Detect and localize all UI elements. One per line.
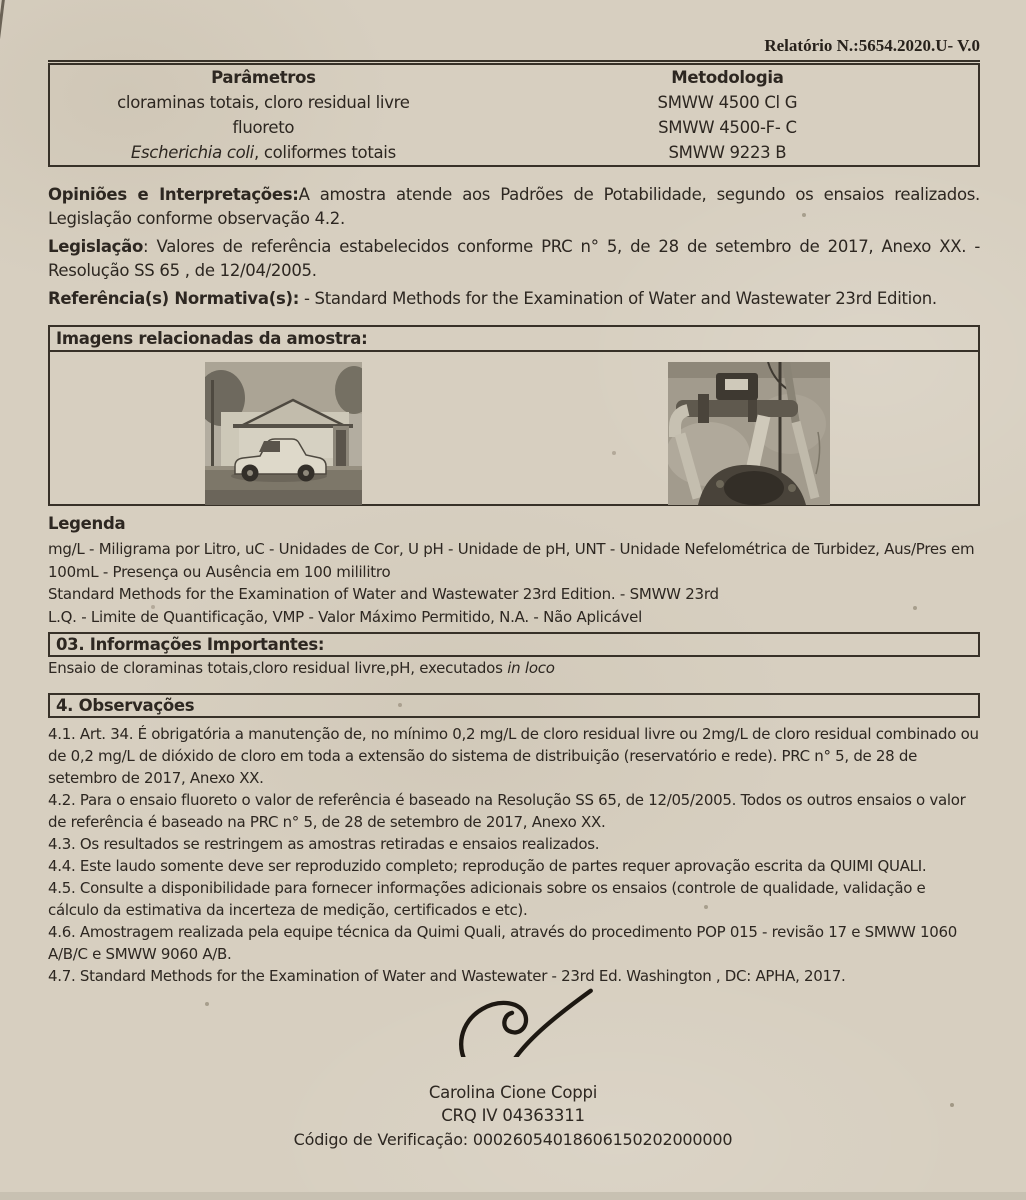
parameter-cell: cloraminas totais, cloro residual livre [117,93,410,112]
observation-item: 4.3. Os resultados se restringem as amostras retiradas e ensaios realizados. [48,834,600,853]
report-content [48,0,980,987]
observation-item: 4.4. Este laudo somente deve ser reproduzido completo; reprodução de partes requer aprovação escrita da QUIMI QUALI. [48,856,927,875]
column-header-parametros: Parâmetros [211,68,316,87]
table-row [49,90,979,115]
observation-item: 4.1. Art. 34. É obrigatória a manutenção de, no mínimo 0,2 mg/L de cloro residual livre ou 2mg/L de cloro residual combinado ou de 0,2 mg/L de dióxido de cloro em toda a extensão do sistema de distribuição (reservatório e rede). PRC n° 5, de 28 de setembro de 2017, Anexo XX. [48,724,979,787]
related-images-box [48,352,980,506]
normative-reference-label: Referência(s) Normativa(s): [48,289,300,308]
scan-bottom-edge [0,1192,1026,1200]
report-number: Relatório N.:5654.2020.U- V.0 [764,36,980,55]
parameter-cell: fluoreto [232,118,295,137]
related-images-title: Imagens relacionadas da amostra: [48,325,980,352]
handwritten-signature [418,985,608,1057]
table-header-row [49,63,979,91]
species-name-italic: Escherichia coli [130,143,254,162]
method-cell: SMWW 4500 Cl G [657,93,798,112]
method-cell: SMWW 4500-F- C [658,118,797,137]
signature-block [0,985,1026,1151]
important-info-title: 03. Informações Importantes: [48,632,980,657]
opinions-text: A amostra atende aos Padrões de Potabilidade, segundo os ensaios realizados. Legislação conforme observação 4.2. [48,185,980,228]
table-row [49,115,979,140]
observation-item: 4.6. Amostragem realizada pela equipe técnica da Quimi Quali, através do procedimento POP 015 - revisão 17 e SMWW 1060 A/B/C e SMWW 9060 A/B. [48,922,958,963]
observations-title: 4. Observações [48,693,980,718]
legend-line: L.Q. - Limite de Quantificação, VMP - Valor Máximo Permitido, N.A. - Não Aplicável [48,607,643,626]
legend-title: Legenda [48,514,126,533]
important-info-body: Ensaio de cloraminas totais,cloro residual livre,pH, executados in loco [48,659,555,677]
signer-registration: CRQ IV 04363311 [441,1106,585,1125]
column-header-metodologia: Metodologia [671,68,784,87]
legislation-text: : Valores de referência estabelecidos conforme PRC n° 5, de 28 de setembro de 2017, Anexo XX. - Resolução SS 65 , de 12/04/2005. [48,237,980,280]
sampling-site-truck-photo [205,362,362,505]
signer-name: Carolina Cione Coppi [428,1083,598,1102]
parameter-cell: Escherichia coli, coliformes totais [130,143,396,162]
in-loco-italic: in loco [507,659,555,677]
parameters-methodology-table [48,60,980,167]
water-meter-pipes-photo [668,362,830,505]
scan-edge-artifact [0,0,6,52]
observation-item: 4.2. Para o ensaio fluoreto o valor de referência é baseado na Resolução SS 65, de 12/05/2005. Todos os outros ensaios o valor de referência é baseado na PRC n° 5, de 28 de setembro de 2017, Anexo XX. [48,790,966,831]
method-cell: SMWW 9223 B [668,143,787,162]
table-row [49,140,979,166]
legend-line: Standard Methods for the Examination of Water and Wastewater 23rd Edition. - SMWW 23rd [48,585,719,603]
normative-reference-paragraph [48,287,980,311]
verification-code: Código de Verificação: 00026054018606150202000000 [293,1130,733,1149]
legislation-label: Legislação [48,237,144,256]
observation-item: 4.5. Consulte a disponibilidade para fornecer informações adicionais sobre os ensaios (controle de qualidade, validação e cálculo da estimativa da incerteza de medição, certificados e etc). [48,878,926,919]
legislation-paragraph [48,235,980,283]
observation-item: 4.7. Standard Methods for the Examination of Water and Wastewater - 23rd Ed. Washington , DC: APHA, 2017. [48,966,846,985]
opinions-paragraph [48,183,980,231]
normative-reference-text: - Standard Methods for the Examination of Water and Wastewater 23rd Edition. [299,289,937,308]
observations-list [48,723,980,987]
opinions-label: Opiniões e Interpretações: [48,185,299,204]
legend-line: mg/L - Miligrama por Litro, uC - Unidades de Cor, U pH - Unidade de pH, UNT - Unidade Nefelométrica de Turbidez, Aus/Pres em 100mL - Presença ou Ausência em 100 mililitro [48,540,975,581]
